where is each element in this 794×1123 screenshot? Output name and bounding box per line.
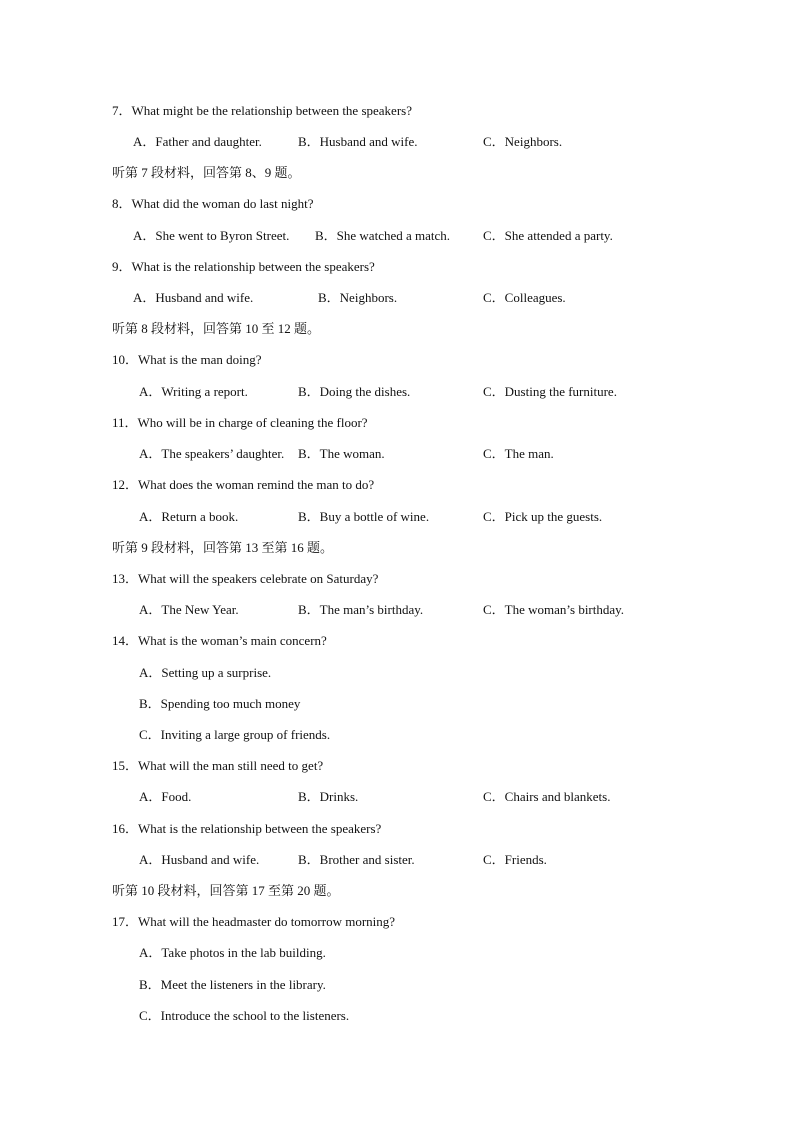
q16-option-b: B．Brother and sister. — [298, 852, 415, 867]
q15-option-c: C．Chairs and blankets. — [483, 789, 611, 804]
question-14: 14．What is the woman’s main concern? — [112, 633, 327, 648]
question-10: 10．What is the man doing? — [112, 352, 262, 367]
q14-option-b: B．Spending too much money — [139, 696, 301, 711]
question-11: 11．Who will be in charge of cleaning the floor? — [112, 415, 368, 430]
q9-option-a: A．Husband and wife. — [133, 290, 254, 305]
q9-option-b: B．Neighbors. — [318, 290, 398, 305]
q7-option-b: B．Husband and wife. — [298, 134, 418, 149]
q11-option-c: C．The man. — [483, 446, 554, 461]
question-17: 17．What will the headmaster do tomorrow morning? — [112, 914, 396, 929]
q13-option-b: B．The man’s birthday. — [298, 602, 424, 617]
q11-option-a: A．The speakers’ daughter. — [139, 446, 285, 461]
question-16: 16．What is the relationship between the speakers? — [112, 821, 382, 836]
question-8: 8．What did the woman do last night? — [112, 196, 314, 211]
q15-option-b: B．Drinks. — [298, 789, 359, 804]
q8-option-b: B．She watched a match. — [315, 228, 451, 243]
q13-option-a: A．The New Year. — [139, 602, 239, 617]
q11-option-b: B．The woman. — [298, 446, 385, 461]
section-instruction-9: 听第 9 段材料，回答第 13 至第 16 题。 — [112, 540, 334, 555]
q13-option-c: C．The woman’s birthday. — [483, 602, 625, 617]
q10-option-a: A．Writing a report. — [139, 384, 248, 399]
q8-option-c: C．She attended a party. — [483, 228, 613, 243]
q15-option-a: A．Food. — [139, 789, 192, 804]
section-instruction-7: 听第 7 段材料，回答第 8、9 题。 — [112, 165, 301, 180]
q16-option-c: C．Friends. — [483, 852, 547, 867]
q14-option-c: C．Inviting a large group of friends. — [139, 727, 331, 742]
question-13: 13．What will the speakers celebrate on Saturday? — [112, 571, 379, 586]
question-7: 7．What might be the relationship between the speakers? — [112, 103, 412, 118]
section-instruction-8: 听第 8 段材料，回答第 10 至 12 题。 — [112, 321, 321, 336]
q12-option-b: B．Buy a bottle of wine. — [298, 509, 430, 524]
q17-option-b: B．Meet the listeners in the library. — [139, 977, 326, 992]
section-instruction-10: 听第 10 段材料，回答第 17 至第 20 题。 — [112, 883, 340, 898]
q9-option-c: C．Colleagues. — [483, 290, 566, 305]
q12-option-c: C．Pick up the guests. — [483, 509, 603, 524]
q17-option-a: A．Take photos in the lab building. — [139, 945, 326, 960]
question-9: 9．What is the relationship between the speakers? — [112, 259, 375, 274]
question-12: 12．What does the woman remind the man to do? — [112, 477, 375, 492]
q14-option-a: A．Setting up a surprise. — [139, 665, 272, 680]
q7-option-c: C．Neighbors. — [483, 134, 563, 149]
question-15: 15．What will the man still need to get? — [112, 758, 324, 773]
q10-option-b: B．Doing the dishes. — [298, 384, 411, 399]
q16-option-a: A．Husband and wife. — [139, 852, 260, 867]
q7-option-a: A．Father and daughter. — [133, 134, 262, 149]
q17-option-c: C．Introduce the school to the listeners. — [139, 1008, 350, 1023]
q12-option-a: A．Return a book. — [139, 509, 239, 524]
q8-option-a: A．She went to Byron Street. — [133, 228, 290, 243]
q10-option-c: C．Dusting the furniture. — [483, 384, 617, 399]
